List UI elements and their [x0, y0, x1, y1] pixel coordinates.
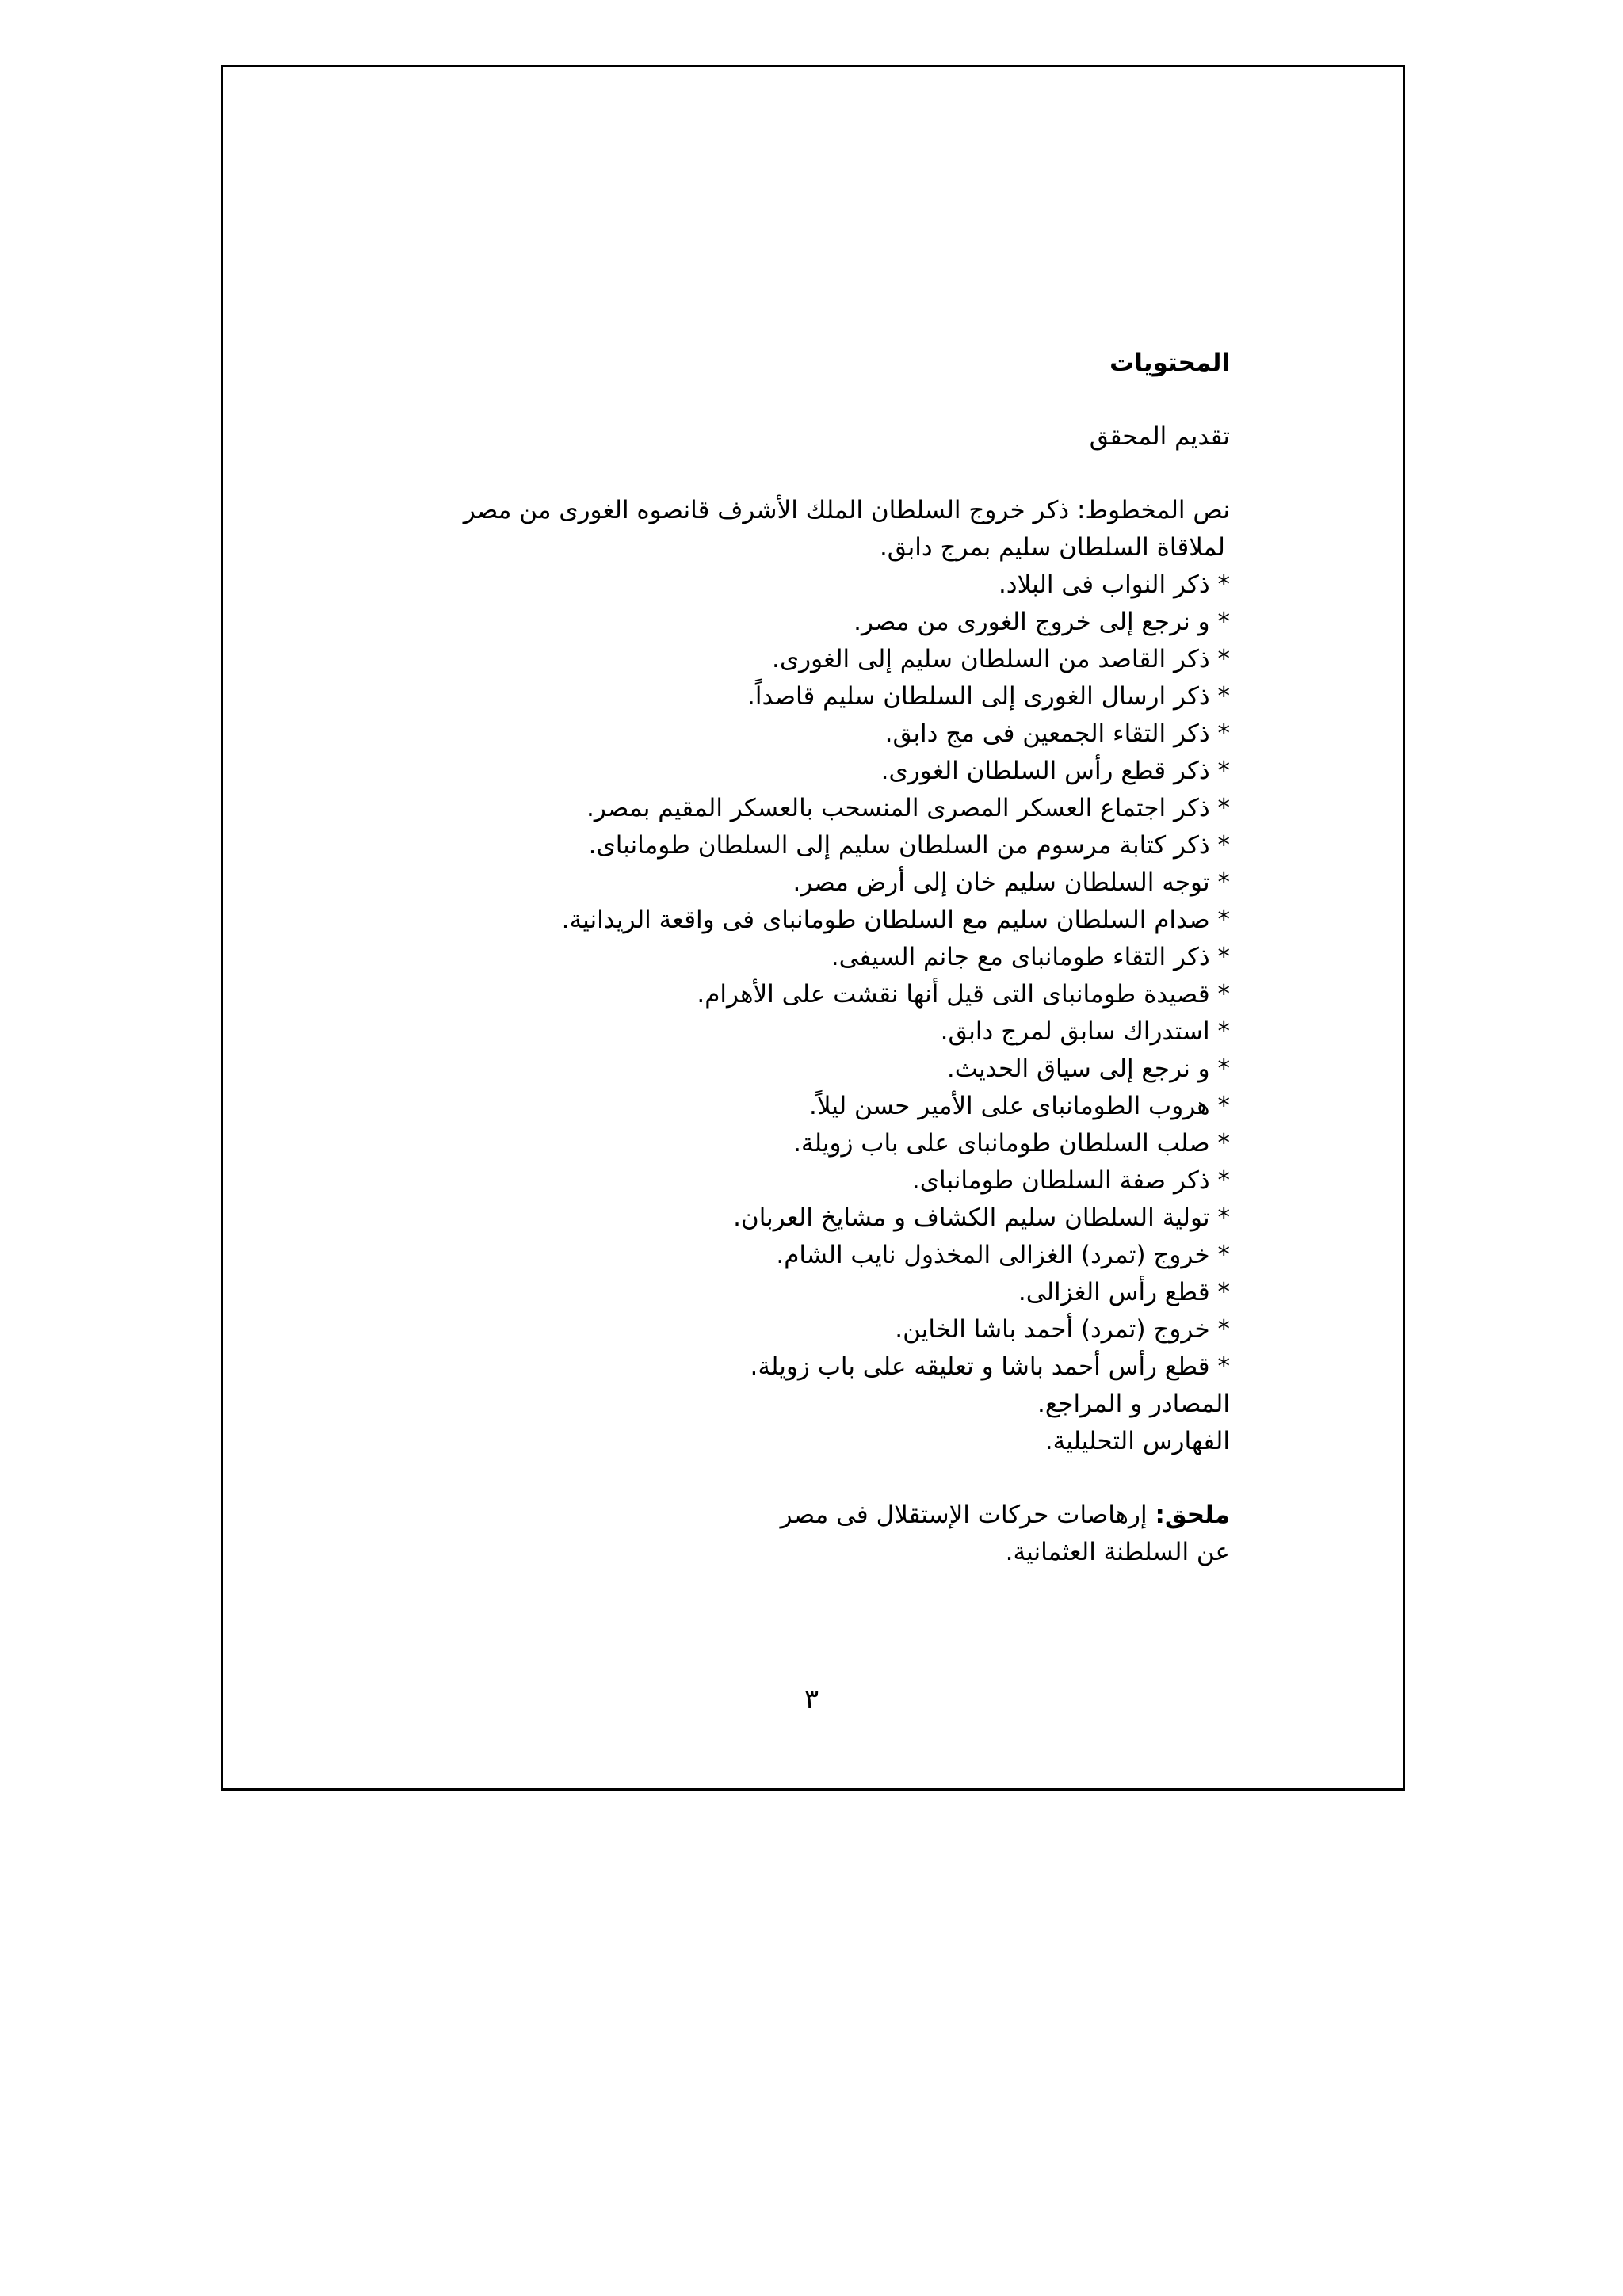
toc-item: * استدراك سابق لمرج دابق. — [940, 1017, 1230, 1046]
page-number: ٣ — [804, 1684, 819, 1715]
toc-item: * صلب السلطان طومانباى على باب زويلة. — [793, 1129, 1230, 1158]
appendix-line-1 — [437, 1497, 1230, 1534]
toc-item: * ذكر ارسال الغورى إلى السلطان سليم قاصداً. — [747, 682, 1230, 711]
toc-item: * ذكر النواب فى البلاد. — [998, 570, 1230, 599]
toc-item: * و نرجع إلى خروج الغورى من مصر. — [854, 608, 1230, 636]
toc-item: * ذكر اجتماع العسكر المصرى المنسحب بالعسكر المقيم بمصر. — [586, 794, 1230, 822]
toc-entry-introduction: تقديم المحقق — [1089, 422, 1230, 451]
toc-item: * ذكر قطع رأس السلطان الغورى. — [880, 757, 1230, 785]
toc-item: * ذكر التقاء الجمعين فى مج دابق. — [884, 719, 1230, 748]
toc-item: * خروج (تمرد) الغزالى المخذول نايب الشام. — [776, 1241, 1230, 1269]
toc-section-appendix — [437, 1497, 1230, 1571]
toc-item: * توجه السلطان سليم خان إلى أرض مصر. — [792, 868, 1230, 897]
toc-item: * هروب الطومانباى على الأمير حسن ليلاً. — [809, 1092, 1230, 1120]
toc-entry-sources: المصادر و المراجع. — [1037, 1390, 1230, 1418]
appendix-line-2: عن السلطنة العثمانية. — [1005, 1538, 1230, 1566]
toc-item: * ذكر كتابة مرسوم من السلطان سليم إلى السلطان طومانباى. — [588, 831, 1230, 860]
toc-item: * ذكر التقاء طومانباى مع جانم السيفى. — [831, 943, 1230, 971]
toc-item: * تولية السلطان سليم الكشاف و مشايخ العربان. — [733, 1203, 1230, 1232]
appendix-title: إرهاصات حركات الإستقلال فى مصر — [780, 1501, 1148, 1529]
toc-section-manuscript — [437, 492, 1230, 1460]
page-title: المحتويات — [1109, 349, 1230, 377]
toc-entry-indexes: الفهارس التحليلية. — [1044, 1427, 1230, 1455]
appendix-label: ملحق: — [1155, 1501, 1230, 1529]
toc-item: * ذكر القاصد من السلطان سليم إلى الغورى. — [772, 645, 1230, 673]
toc-item: * قطع رأس الغزالى. — [1018, 1278, 1230, 1306]
manuscript-title-line-1: نص المخطوط: ذكر خروج السلطان الملك الأشرف قانصوه الغورى من مصر — [463, 496, 1230, 524]
manuscript-title-line-2: لملاقاة السلطان سليم بمرج دابق. — [879, 533, 1225, 562]
toc-item: * قصيدة طومانباى التى قيل أنها نقشت على الأهرام. — [697, 980, 1230, 1009]
toc-item: * ذكر صفة السلطان طومانباى. — [911, 1166, 1230, 1195]
toc-item: * صدام السلطان سليم مع السلطان طومانباى فى واقعة الريدانية. — [561, 906, 1230, 934]
toc-item: * و نرجع إلى سياق الحديث. — [946, 1055, 1230, 1083]
table-of-contents — [437, 345, 1230, 1571]
toc-item: * خروج (تمرد) أحمد باشا الخاين. — [895, 1315, 1230, 1344]
toc-item: * قطع رأس أحمد باشا و تعليقه على باب زويلة. — [750, 1352, 1230, 1381]
